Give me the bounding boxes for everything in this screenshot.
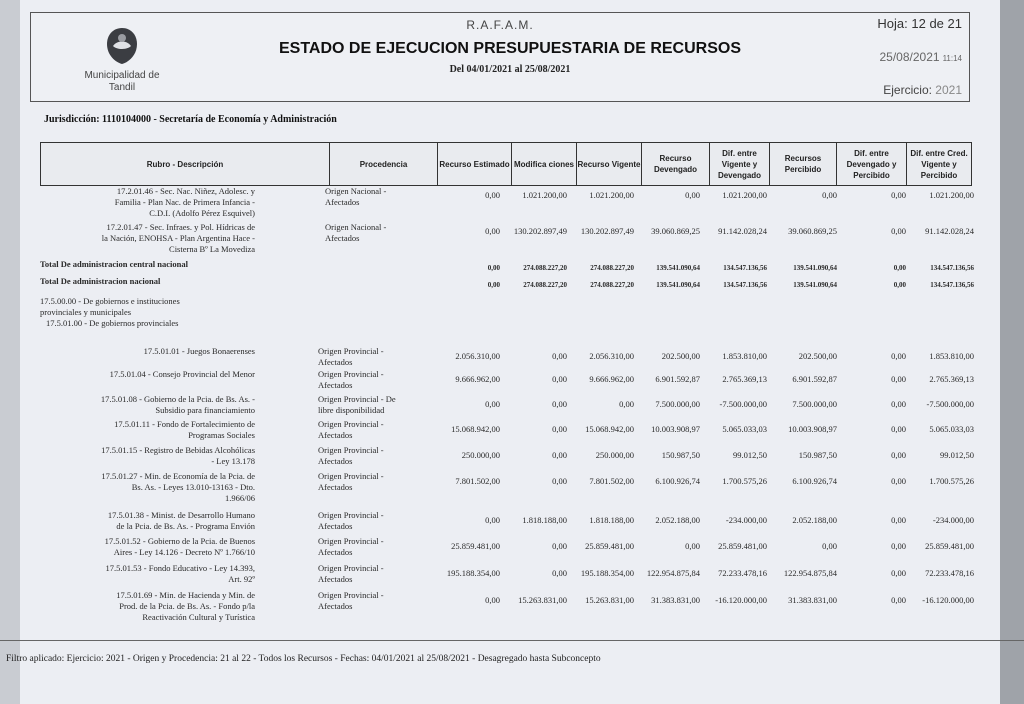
description-line: 17.5.01.52 - Gobierno de la Pcia. de Buenos <box>104 536 255 546</box>
procedencia-line: Origen Provincial - <box>318 563 384 573</box>
amount-cell: 1.021.200,00 <box>522 190 567 200</box>
amount-cell: 0,00 <box>485 595 500 605</box>
description-line: 17.5.01.00 - De gobiernos provinciales <box>46 318 179 328</box>
amount-cell: 7.500.000,00 <box>655 399 700 409</box>
amount-cell: 39.060.869,25 <box>651 226 700 236</box>
amount-cell: 5.065.033,03 <box>722 424 767 434</box>
description-line: 17.5.01.69 - Min. de Hacienda y Min. de <box>116 590 255 600</box>
description-line: Aires - Ley 14.126 - Decreto Nº 1.766/10 <box>113 547 255 557</box>
rubro-description <box>40 590 255 623</box>
description-line: 17.2.01.46 - Sec. Nac. Niñez, Adolesc. y <box>116 186 255 196</box>
description-line: Prod. de la Pcia. de Bs. As. - Fondo p/la <box>119 601 255 611</box>
rubro-description <box>40 296 255 329</box>
description-line: 17.5.01.27 - Min. de Economía de la Pcia. de <box>101 471 255 481</box>
rubro-description <box>40 346 255 357</box>
amount-cell: 0,00 <box>552 399 567 409</box>
description-line: 17.5.00.00 - De gobiernos e instituciones <box>40 296 180 306</box>
amount-cell: 0,00 <box>485 515 500 525</box>
amount-cell: 10.003.908,97 <box>651 424 700 434</box>
description-line: Programas Sociales <box>188 430 255 440</box>
table-header <box>40 142 972 186</box>
amount-cell: 0,00 <box>552 424 567 434</box>
amount-cell: 122.954.875,84 <box>783 568 837 578</box>
procedencia-line: Origen Nacional - <box>325 222 387 232</box>
amount-cell: 7.500.000,00 <box>792 399 837 409</box>
applied-filter: Filtro aplicado: Ejercicio: 2021 - Origen y Procedencia: 21 al 22 - Todos los Recursos - Fechas: 04/01/2021 al 25/08/2021 - Desagregado hasta Subconcepto <box>6 654 601 664</box>
amount-cell: 130.202.897,49 <box>513 226 567 236</box>
amount-cell: 0,00 <box>891 568 906 578</box>
amount-cell: 0,00 <box>552 568 567 578</box>
procedencia-line: Afectados <box>318 456 353 466</box>
description-line: 17.5.01.15 - Registro de Bebidas Alcohólicas <box>101 445 255 455</box>
procedencia-line: Origen Provincial - <box>318 369 384 379</box>
amount-cell: 2.765.369,13 <box>929 374 974 384</box>
amount-cell: 1.853.810,00 <box>929 351 974 361</box>
municipality-name <box>62 70 182 94</box>
procedencia-line: Origen Provincial - <box>318 590 384 600</box>
amount-cell: 0,00 <box>893 264 906 272</box>
description-line: Familia - Plan Nac. de Primera Infancia - <box>114 197 255 207</box>
procedencia <box>325 222 435 244</box>
procedencia <box>325 186 435 208</box>
amount-cell: 25.859.481,00 <box>718 541 767 551</box>
column-header: Dif. entre Devengado y Percibido <box>836 143 906 185</box>
column-header: Dif. entre Cred. Vigente y Percibido <box>906 143 971 185</box>
amount-cell: 0,00 <box>891 190 906 200</box>
amount-cell: 99.012,50 <box>940 450 974 460</box>
amount-cell: 139.541.090,64 <box>793 281 837 289</box>
procedencia <box>318 471 428 493</box>
description-line: Cisterna Bº La Movediza <box>169 244 255 254</box>
amount-cell: 15.068.942,00 <box>451 424 500 434</box>
procedencia-line: Afectados <box>318 430 353 440</box>
amount-cell: 2.765.369,13 <box>722 374 767 384</box>
column-header: Recurso Vigente <box>576 143 641 185</box>
procedencia-line: Afectados <box>318 601 353 611</box>
amount-cell: 2.052.188,00 <box>655 515 700 525</box>
print-date <box>820 50 962 64</box>
description-line: 17.5.01.08 - Gobierno de la Pcia. de Bs. As. - <box>100 394 255 404</box>
description-line: de la Pcia. de Bs. As. - Programa Envión <box>116 521 255 531</box>
ejercicio-value: 2021 <box>935 83 962 97</box>
amount-cell: 15.263.831,00 <box>518 595 567 605</box>
procedencia <box>318 510 428 532</box>
procedencia <box>318 445 428 467</box>
amount-cell: 0,00 <box>685 190 700 200</box>
amount-cell: 99.012,50 <box>733 450 767 460</box>
amount-cell: 0,00 <box>487 264 500 272</box>
rubro-description <box>40 471 255 504</box>
jurisdiccion-line: Jurisdicción: 1110104000 - Secretaría de Economía y Administración <box>44 114 337 125</box>
rubro-description <box>40 259 255 270</box>
ejercicio-label: Ejercicio: <box>883 83 932 97</box>
amount-cell: 2.052.188,00 <box>792 515 837 525</box>
amount-cell: 6.901.592,87 <box>792 374 837 384</box>
procedencia-line: Afectados <box>318 574 353 584</box>
procedencia-line: Origen Provincial - <box>318 536 384 546</box>
amount-cell: 250.000,00 <box>595 450 634 460</box>
footer-divider <box>0 640 1024 641</box>
amount-cell: 0,00 <box>485 190 500 200</box>
description-line: provinciales y municipales <box>40 307 132 317</box>
amount-cell: 1.021.200,00 <box>929 190 974 200</box>
procedencia-line: Afectados <box>318 521 353 531</box>
amount-cell: 0,00 <box>485 399 500 409</box>
amount-cell: 250.000,00 <box>461 450 500 460</box>
amount-cell: 15.263.831,00 <box>585 595 634 605</box>
report-title: ESTADO DE EJECUCION PRESUPUESTARIA DE RECURSOS <box>279 40 741 57</box>
amount-cell: 195.188.354,00 <box>446 568 500 578</box>
amount-cell: 0,00 <box>487 281 500 289</box>
description-line: 17.5.01.04 - Consejo Provincial del Menor <box>109 369 255 379</box>
amount-cell: 0,00 <box>891 450 906 460</box>
rubro-description <box>40 563 255 585</box>
amount-cell: -16.120.000,00 <box>922 595 974 605</box>
description-line: 17.5.01.38 - Minist. de Desarrollo Humano <box>107 510 255 520</box>
procedencia <box>318 590 428 612</box>
procedencia-line: Afectados <box>318 482 353 492</box>
amount-cell: 72.233.478,16 <box>718 568 767 578</box>
procedencia <box>318 419 428 441</box>
amount-cell: 0,00 <box>891 476 906 486</box>
amount-cell: -234.000,00 <box>932 515 974 525</box>
procedencia-line: Afectados <box>318 547 353 557</box>
system-name: R.A.F.A.M. <box>466 18 534 32</box>
page-number: Hoja: 12 de 21 <box>877 16 962 31</box>
print-time: 11:14 <box>942 54 962 63</box>
municipal-seal-icon <box>105 26 139 66</box>
amount-cell: 195.188.354,00 <box>580 568 634 578</box>
amount-cell: 0,00 <box>552 374 567 384</box>
amount-cell: 274.088.227,20 <box>590 264 634 272</box>
municipality-line-1: Municipalidad de <box>84 70 160 81</box>
amount-cell: 202.500,00 <box>661 351 700 361</box>
amount-cell: 9.666.962,00 <box>455 374 500 384</box>
amount-cell: 0,00 <box>891 374 906 384</box>
description-line: Total De administracion nacional <box>40 276 161 286</box>
amount-cell: 15.068.942,00 <box>585 424 634 434</box>
rubro-description <box>40 510 255 532</box>
amount-cell: 0,00 <box>891 399 906 409</box>
amount-cell: 7.801.502,00 <box>589 476 634 486</box>
description-line: 17.2.01.47 - Sec. Infraes. y Pol. Hídricas de <box>106 222 255 232</box>
amount-cell: -7.500.000,00 <box>926 399 974 409</box>
description-line: - Ley 13.178 <box>211 456 255 466</box>
procedencia-line: Afectados <box>325 233 360 243</box>
amount-cell: 0,00 <box>891 541 906 551</box>
amount-cell: 25.859.481,00 <box>585 541 634 551</box>
column-header: Procedencia <box>329 143 437 185</box>
amount-cell: 0,00 <box>822 190 837 200</box>
amount-cell: 274.088.227,20 <box>523 264 567 272</box>
amount-cell: -16.120.000,00 <box>715 595 767 605</box>
amount-cell: 0,00 <box>891 515 906 525</box>
description-line: Art. 92º <box>228 574 255 584</box>
description-line: Reactivación Cultural y Turística <box>142 612 255 622</box>
amount-cell: 202.500,00 <box>798 351 837 361</box>
amount-cell: 130.202.897,49 <box>580 226 634 236</box>
amount-cell: 6.100.926,74 <box>792 476 837 486</box>
rubro-description <box>40 536 255 558</box>
amount-cell: 274.088.227,20 <box>590 281 634 289</box>
amount-cell: 7.801.502,00 <box>455 476 500 486</box>
column-header: Dif. entre Vigente y Devengado <box>709 143 769 185</box>
procedencia <box>318 563 428 585</box>
procedencia-line: Origen Provincial - <box>318 471 384 481</box>
amount-cell: -7.500.000,00 <box>719 399 767 409</box>
municipality-line-2: Tandil <box>108 82 136 93</box>
rubro-description <box>40 394 255 416</box>
amount-cell: 9.666.962,00 <box>589 374 634 384</box>
description-line: Total De administracion central nacional <box>40 259 188 269</box>
amount-cell: 1.021.200,00 <box>722 190 767 200</box>
amount-cell: 1.700.575,26 <box>722 476 767 486</box>
amount-cell: 1.021.200,00 <box>589 190 634 200</box>
procedencia-line: Origen Provincial - De <box>318 394 396 404</box>
rubro-description <box>40 369 255 380</box>
amount-cell: 134.547.136,56 <box>930 264 974 272</box>
description-line: Subsidio para financiamiento <box>155 405 255 415</box>
procedencia-line: libre disponibilidad <box>318 405 385 415</box>
amount-cell: 2.056.310,00 <box>455 351 500 361</box>
amount-cell: 0,00 <box>552 476 567 486</box>
amount-cell: 274.088.227,20 <box>523 281 567 289</box>
rubro-description <box>40 276 255 287</box>
amount-cell: 0,00 <box>485 226 500 236</box>
amount-cell: 134.547.136,56 <box>723 281 767 289</box>
amount-cell: 1.818.188,00 <box>589 515 634 525</box>
amount-cell: 139.541.090,64 <box>793 264 837 272</box>
amount-cell: -234.000,00 <box>725 515 767 525</box>
amount-cell: 0,00 <box>893 281 906 289</box>
ejercicio <box>820 83 962 97</box>
amount-cell: 0,00 <box>891 351 906 361</box>
amount-cell: 2.056.310,00 <box>589 351 634 361</box>
procedencia-line: Afectados <box>318 357 353 367</box>
amount-cell: 25.859.481,00 <box>451 541 500 551</box>
amount-cell: 139.541.090,64 <box>656 264 700 272</box>
procedencia-line: Origen Provincial - <box>318 510 384 520</box>
column-header: Rubro - Descripción <box>146 159 224 169</box>
procedencia <box>318 369 428 391</box>
column-header: Recurso Estimado <box>437 143 511 185</box>
procedencia-line: Afectados <box>325 197 360 207</box>
amount-cell: 0,00 <box>891 226 906 236</box>
procedencia <box>318 536 428 558</box>
procedencia-line: Origen Provincial - <box>318 445 384 455</box>
amount-cell: 72.233.478,16 <box>925 568 974 578</box>
column-header: Recursos Percibido <box>769 143 836 185</box>
rubro-description <box>40 445 255 467</box>
column-header: Recurso Devengado <box>641 143 709 185</box>
description-line: 17.5.01.01 - Juegos Bonaerenses <box>143 346 255 356</box>
amount-cell: 0,00 <box>891 595 906 605</box>
report-period: Del 04/01/2021 al 25/08/2021 <box>449 64 571 75</box>
procedencia <box>318 346 428 368</box>
procedencia-line: Origen Provincial - <box>318 346 384 356</box>
amount-cell: 0,00 <box>552 541 567 551</box>
procedencia-line: Afectados <box>318 380 353 390</box>
amount-cell: 31.383.831,00 <box>651 595 700 605</box>
amount-cell: 39.060.869,25 <box>788 226 837 236</box>
amount-cell: 5.065.033,03 <box>929 424 974 434</box>
amount-cell: 31.383.831,00 <box>788 595 837 605</box>
amount-cell: 150.987,50 <box>798 450 837 460</box>
description-line: 17.5.01.11 - Fondo de Fortalecimiento de <box>114 419 255 429</box>
description-line: la Nación, ENOHSA - Plan Argentina Hace - <box>101 233 255 243</box>
amount-cell: 0,00 <box>685 541 700 551</box>
amount-cell: 91.142.028,24 <box>718 226 767 236</box>
rubro-description <box>40 222 255 255</box>
amount-cell: 150.987,50 <box>661 450 700 460</box>
amount-cell: 0,00 <box>891 424 906 434</box>
amount-cell: 134.547.136,56 <box>930 281 974 289</box>
amount-cell: 0,00 <box>822 541 837 551</box>
rubro-description <box>40 186 255 219</box>
rubro-description <box>40 419 255 441</box>
procedencia-line: Origen Nacional - <box>325 186 387 196</box>
amount-cell: 0,00 <box>552 450 567 460</box>
description-line: C.D.I. (Adolfo Pérez Esquivel) <box>149 208 255 218</box>
procedencia <box>318 394 428 416</box>
amount-cell: 0,00 <box>552 351 567 361</box>
amount-cell: 6.901.592,87 <box>655 374 700 384</box>
amount-cell: 6.100.926,74 <box>655 476 700 486</box>
amount-cell: 25.859.481,00 <box>925 541 974 551</box>
amount-cell: 91.142.028,24 <box>925 226 974 236</box>
description-line: Bs. As. - Leyes 13.010-13163 - Dto. <box>131 482 255 492</box>
amount-cell: 1.700.575,26 <box>929 476 974 486</box>
column-header: Modifica ciones <box>511 143 576 185</box>
procedencia-line: Origen Provincial - <box>318 419 384 429</box>
amount-cell: 122.954.875,84 <box>646 568 700 578</box>
description-line: 1.966/06 <box>225 493 255 503</box>
amount-cell: 1.818.188,00 <box>522 515 567 525</box>
amount-cell: 1.853.810,00 <box>722 351 767 361</box>
amount-cell: 10.003.908,97 <box>788 424 837 434</box>
amount-cell: 139.541.090,64 <box>656 281 700 289</box>
description-line: 17.5.01.53 - Fondo Educativo - Ley 14.393, <box>105 563 255 573</box>
amount-cell: 134.547.136,56 <box>723 264 767 272</box>
amount-cell: 0,00 <box>619 399 634 409</box>
print-date-value: 25/08/2021 <box>879 50 940 64</box>
